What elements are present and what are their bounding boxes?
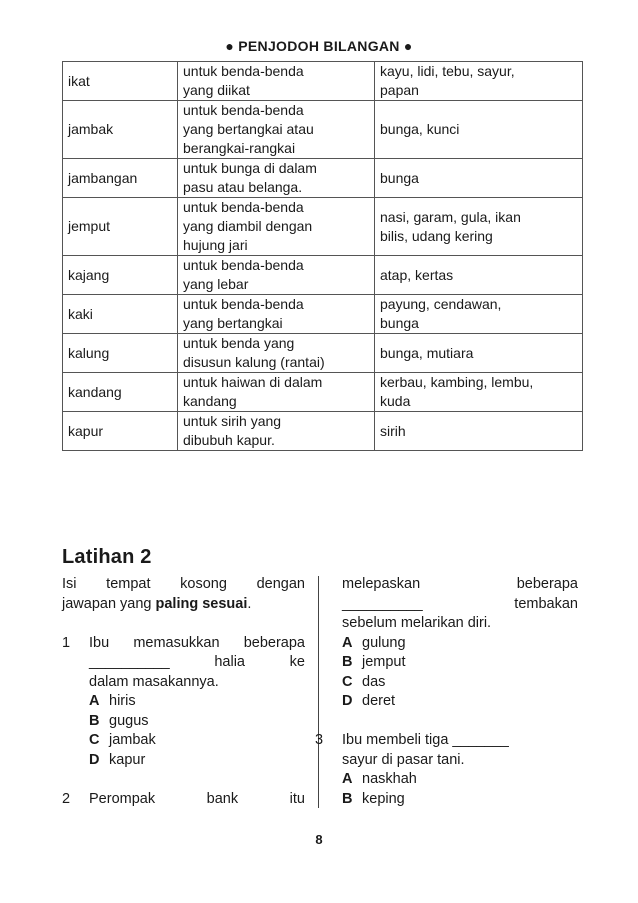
usage-cell-line: untuk benda-benda — [183, 257, 304, 273]
examples-cell-line: nasi, garam, gula, ikan — [380, 208, 521, 225]
option-d[interactable]: D kapur — [89, 751, 146, 768]
penjodoh-word: jambangan — [63, 159, 178, 198]
usage-cell-line: yang lebar — [183, 276, 249, 292]
usage-cell-line: yang diambil dengan — [183, 218, 313, 234]
examples-cell-line: kuda — [380, 393, 411, 409]
question-text: __________ halia ke — [89, 654, 305, 670]
examples-cell — [375, 412, 583, 451]
examples-cell — [375, 334, 583, 373]
table-row — [63, 373, 583, 412]
usage-cell — [178, 334, 375, 373]
examples-cell-line: bunga, mutiara — [380, 344, 474, 361]
examples-cell-line: atap, kertas — [380, 266, 454, 283]
examples-cell-line: payung, cendawan, — [380, 296, 502, 312]
examples-cell-line: bunga — [380, 169, 419, 186]
usage-cell-line: dibubuh kapur. — [183, 432, 275, 448]
examples-cell — [375, 198, 583, 256]
question-number: 1 — [62, 634, 71, 651]
instruction-line-1: Isi tempat kosong dengan — [62, 576, 305, 592]
examples-cell — [375, 295, 583, 334]
option-a[interactable]: A hiris — [89, 693, 136, 709]
penjodoh-word: kapur — [63, 412, 178, 451]
option-a[interactable]: A naskhah — [342, 771, 417, 787]
usage-cell — [178, 62, 375, 101]
question-number: 2 — [62, 790, 71, 807]
examples-cell — [375, 101, 583, 159]
question-text: Ibu memasukkan beberapa — [89, 634, 305, 651]
usage-cell-line: berangkai-rangkai — [183, 140, 296, 156]
usage-cell-line: yang diikat — [183, 82, 250, 98]
usage-cell — [178, 295, 375, 334]
option-b[interactable]: B keping — [342, 790, 405, 807]
option-b[interactable]: B gugus — [89, 712, 149, 729]
right-column — [315, 575, 578, 809]
section-title: Latihan 2 — [62, 546, 152, 568]
examples-cell-line: kayu, lidi, tebu, sayur, — [380, 63, 515, 79]
table-row — [63, 62, 583, 101]
penjodoh-word: kajang — [63, 256, 178, 295]
option-c[interactable]: C jambak — [89, 732, 156, 748]
examples-cell — [375, 62, 583, 101]
examples-cell — [375, 159, 583, 198]
table-row — [63, 198, 583, 256]
usage-cell-line: untuk benda-benda — [183, 296, 304, 312]
option-a[interactable]: A gulung — [342, 634, 406, 651]
table-body — [63, 62, 583, 451]
option-c[interactable]: C das — [342, 673, 386, 690]
usage-cell — [178, 101, 375, 159]
examples-cell-line: papan — [380, 82, 419, 98]
penjodoh-word: jemput — [63, 198, 178, 256]
question-text: sebelum melarikan diri. — [342, 615, 492, 631]
option-d[interactable]: D deret — [342, 693, 396, 709]
usage-cell-line: pasu atau belanga. — [183, 179, 303, 195]
examples-cell-line: bunga, kunci — [380, 121, 460, 137]
usage-cell — [178, 373, 375, 412]
usage-cell-line: untuk benda yang — [183, 335, 295, 351]
usage-cell-line: disusun kalung (rantai) — [183, 354, 325, 370]
usage-cell-line: untuk benda-benda — [183, 63, 304, 79]
question-1 — [62, 634, 305, 771]
usage-cell-line: yang bertangkai — [183, 315, 283, 331]
left-column — [62, 575, 305, 809]
examples-cell-line: bilis, udang kering — [380, 227, 493, 244]
examples-cell — [375, 256, 583, 295]
usage-cell — [178, 412, 375, 451]
usage-cell-line: yang bertangkai atau — [183, 121, 314, 137]
question-3 — [315, 731, 578, 809]
page-number: 8 — [315, 832, 323, 847]
examples-cell — [375, 373, 583, 412]
table-row — [63, 159, 583, 198]
usage-cell-line: kandang — [183, 393, 237, 409]
penjodoh-word: kaki — [63, 295, 178, 334]
penjodoh-word: ikat — [63, 62, 178, 101]
question-text: Perompak bank itu — [89, 790, 305, 807]
usage-cell-line: untuk haiwan di dalam — [183, 374, 323, 390]
table-row — [63, 256, 583, 295]
penjodoh-table — [62, 61, 583, 451]
usage-cell-line: untuk benda-benda — [183, 199, 304, 215]
usage-cell — [178, 198, 375, 256]
question-text: Ibu membeli tiga _______ — [342, 732, 509, 748]
examples-cell-line: sirih — [380, 422, 406, 439]
question-number: 3 — [315, 732, 324, 748]
penjodoh-word: jambak — [63, 101, 178, 159]
usage-cell — [178, 256, 375, 295]
table-row — [63, 295, 583, 334]
page-header: ● PENJODOH BILANGAN ● — [225, 38, 413, 54]
usage-cell-line: untuk bunga di dalam — [183, 160, 317, 176]
usage-cell-line: untuk sirih yang — [183, 413, 282, 429]
examples-cell-line: kerbau, kambing, lembu, — [380, 374, 534, 390]
question-2 — [62, 790, 305, 810]
question-text: dalam masakannya. — [89, 673, 219, 690]
option-b[interactable]: B jemput — [342, 654, 406, 670]
penjodoh-word: kalung — [63, 334, 178, 373]
table-row — [63, 334, 583, 373]
usage-cell — [178, 159, 375, 198]
penjodoh-word: kandang — [63, 373, 178, 412]
table-row — [63, 101, 583, 159]
examples-cell-line: bunga — [380, 315, 419, 331]
instruction-emphasis: paling sesuai — [155, 595, 248, 612]
table-row — [63, 412, 583, 451]
usage-cell-line: hujung jari — [183, 237, 248, 253]
question-text: __________ tembakan — [342, 595, 578, 612]
instruction-line-2: jawapan yang paling sesuai. — [62, 595, 252, 612]
usage-cell-line: untuk benda-benda — [183, 102, 304, 118]
question-text: sayur di pasar tani. — [342, 751, 465, 768]
question-text: melepaskan beberapa — [342, 576, 578, 592]
